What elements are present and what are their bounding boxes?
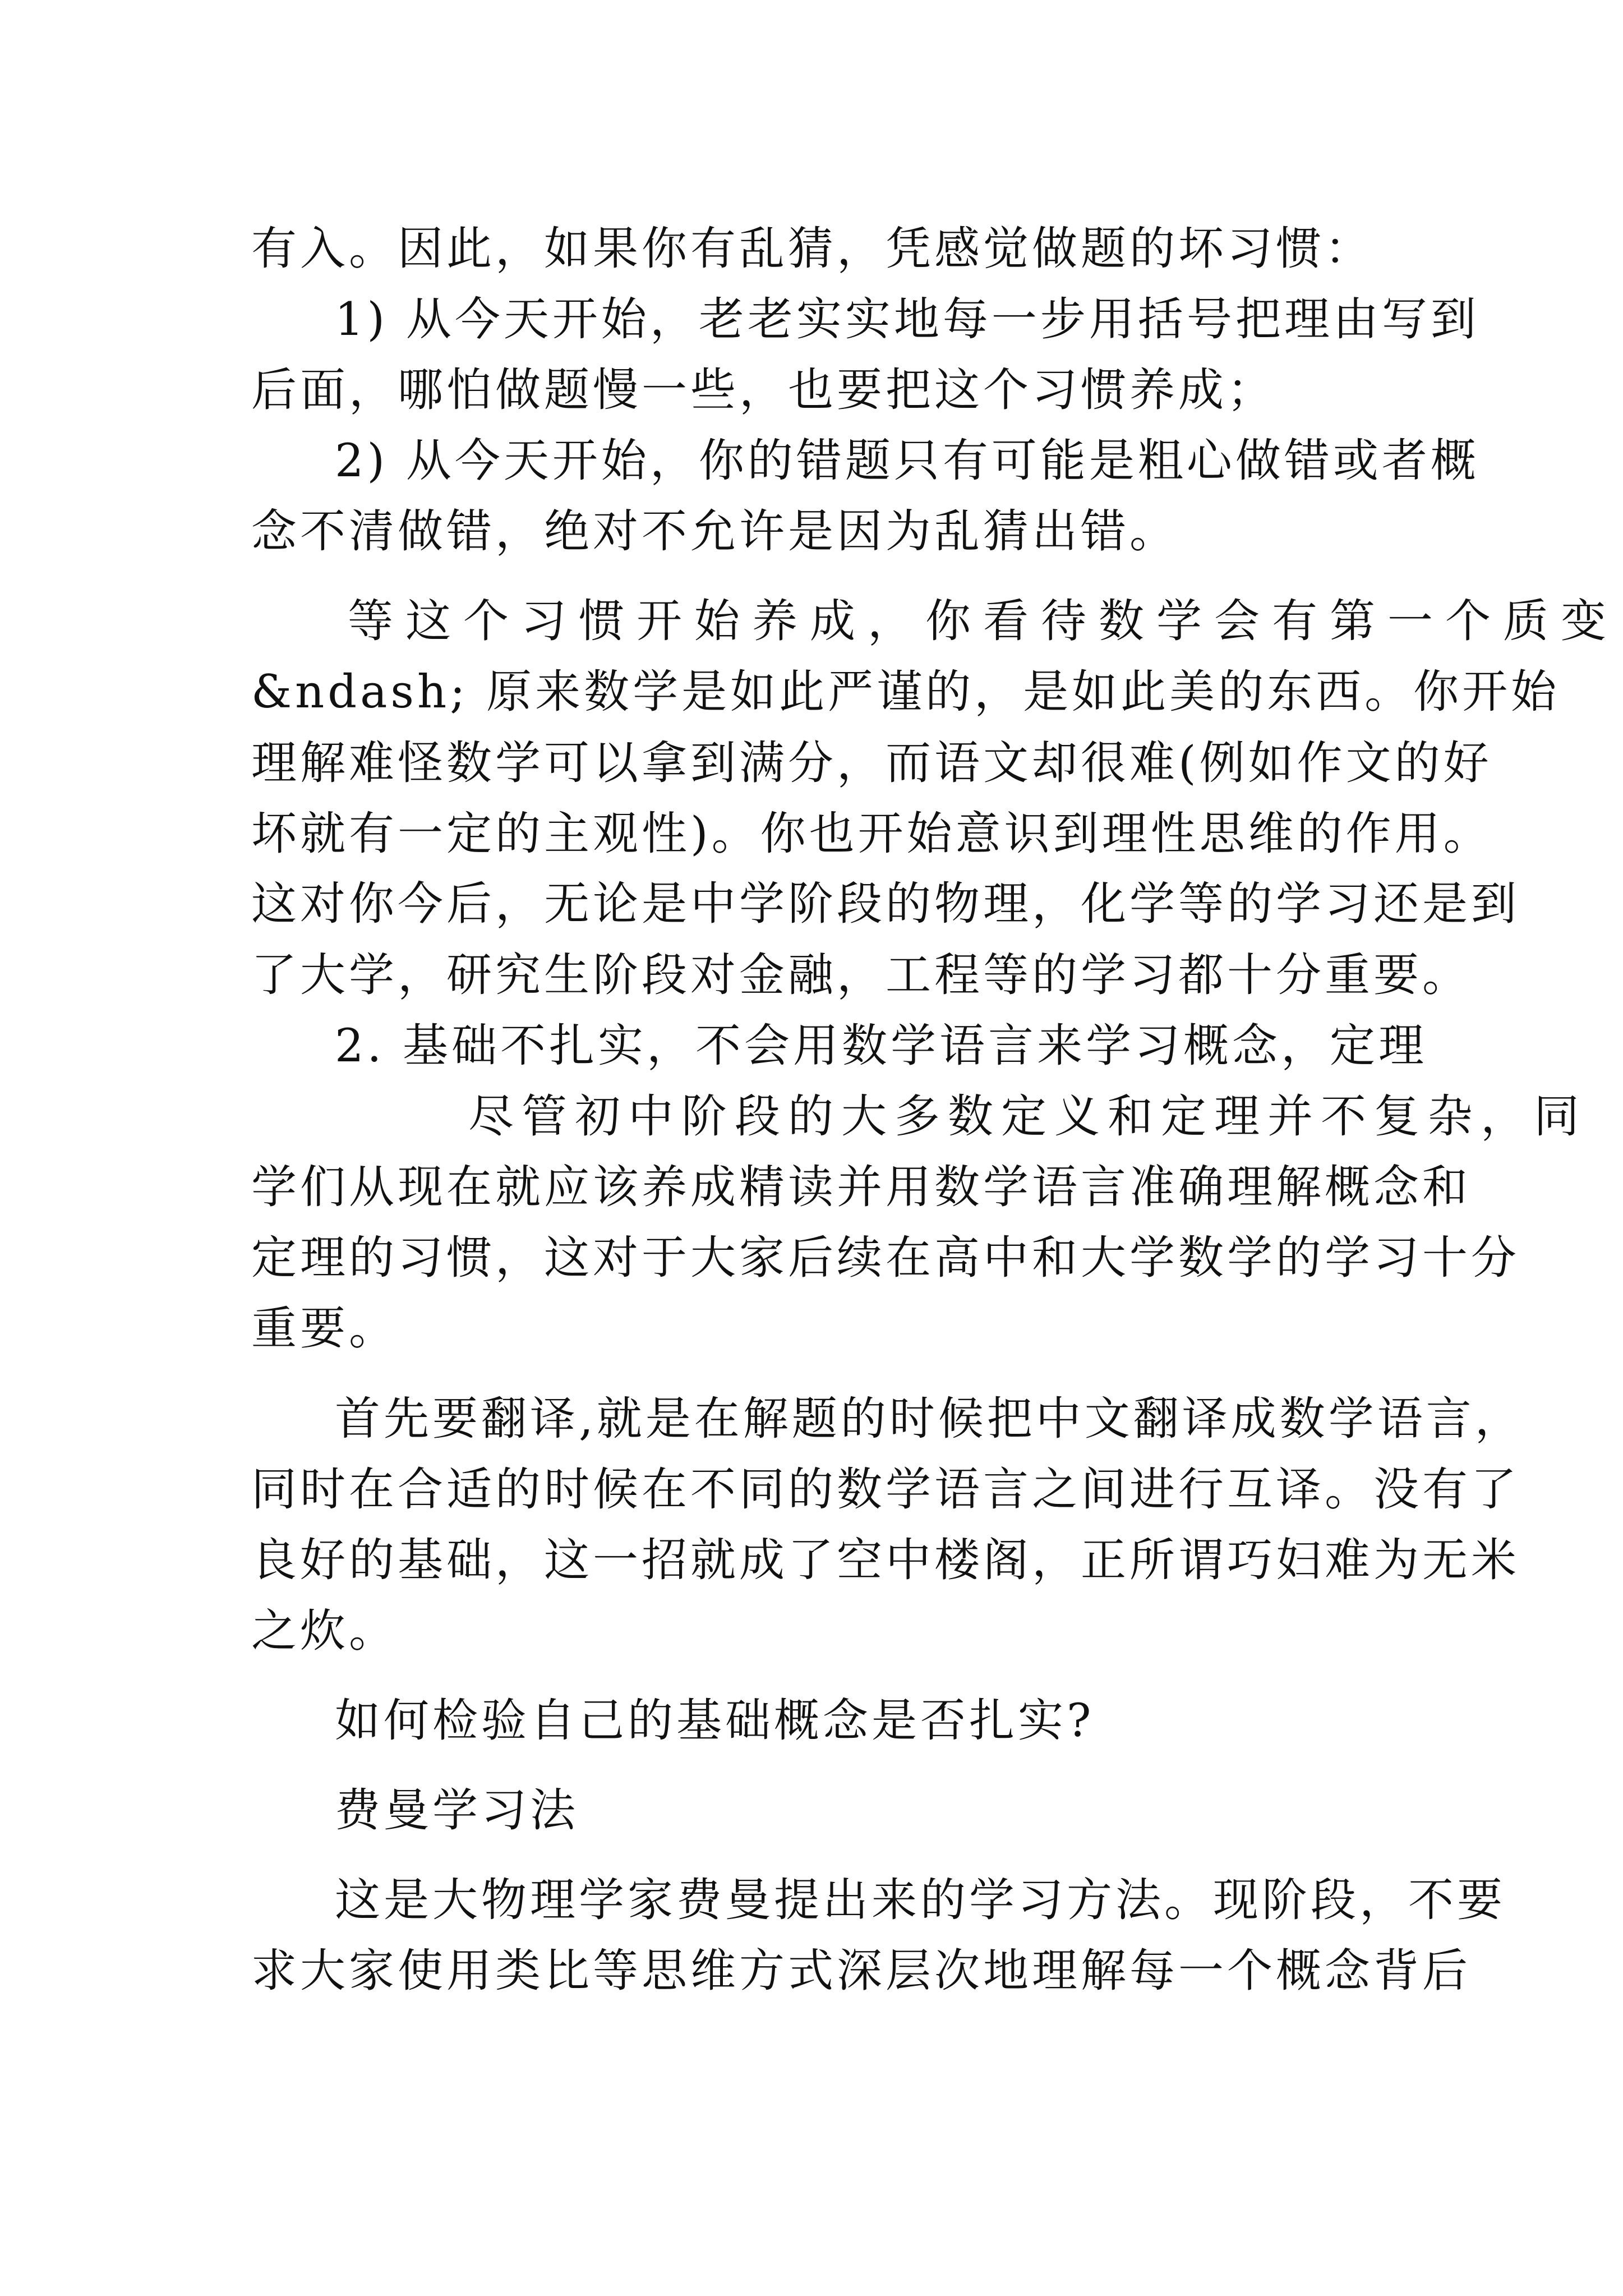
text-line: 后面，哪怕做题慢一些，也要把这个习惯养成； [251, 364, 1276, 417]
text-line: 首先要翻译,就是在解题的时候把中文翻译成数学语言， [335, 1393, 1524, 1446]
text-line: 有入。因此，如果你有乱猜，凭感觉做题的坏习惯： [251, 223, 1374, 275]
text-line: 之炊。 [251, 1605, 398, 1658]
section-heading: 2. 基础不扎实，不会用数学语言来学习概念，定理 [335, 1020, 1428, 1073]
numbered-item: 2) 从今天开始，你的错题只有可能是粗心做错或者概 [335, 435, 1479, 487]
text-line: 尽管初中阶段的大多数定义和定理并不复杂，同 [468, 1091, 1588, 1143]
text-line: 等这个习惯开始养成，你看待数学会有第一个质变 [348, 595, 1619, 648]
text-line: &ndash; 原来数学是如此严谨的，是如此美的东西。你开始 [251, 666, 1560, 719]
text-line: 同时在合适的时候在不同的数学语言之间进行互译。没有了 [251, 1464, 1520, 1516]
text-line: 坏就有一定的主观性)。你也开始意识到理性思维的作用。 [251, 808, 1492, 861]
text-line: 重要。 [251, 1303, 398, 1355]
subheading: 如何检验自己的基础概念是否扎实? [335, 1695, 1095, 1747]
text-line: 求大家使用类比等思维方式深层次地理解每一个概念背后 [251, 1945, 1472, 1998]
text-line: 念不清做错，绝对不允许是因为乱猜出错。 [251, 505, 1179, 558]
text-line: 这是大物理学家费曼提出来的学习方法。现阶段，不要 [335, 1874, 1506, 1927]
text-line: 定理的习惯，这对于大家后续在高中和大学数学的学习十分 [251, 1232, 1520, 1285]
text-line: 了大学，研究生阶段对金融，工程等的学习都十分重要。 [251, 949, 1472, 1002]
text-line: 学们从现在就应该养成精读并用数学语言准确理解概念和 [251, 1161, 1472, 1214]
numbered-item: 1) 从今天开始，老老实实地每一步用括号把理由写到 [335, 293, 1479, 346]
text-line: 良好的基础，这一招就成了空中楼阁，正所谓巧妇难为无米 [251, 1534, 1520, 1587]
text-line: 理解难怪数学可以拿到满分，而语文却很难(例如作文的好 [251, 737, 1492, 790]
subheading: 费曼学习法 [335, 1784, 579, 1837]
text-line: 这对你今后，无论是中学阶段的物理，化学等的学习还是到 [251, 878, 1520, 931]
